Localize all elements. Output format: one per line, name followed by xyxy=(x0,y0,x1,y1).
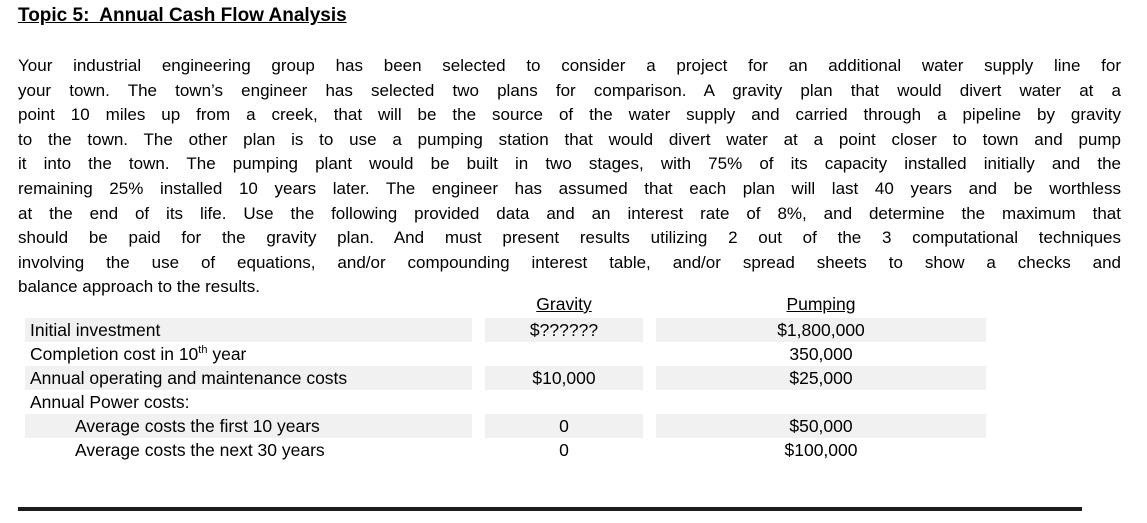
table-row-label: Completion cost in 10th year xyxy=(30,344,247,364)
table-cell-gravity xyxy=(485,390,643,414)
table-header-pumping: Pumping xyxy=(786,294,856,314)
table-row-label: Initial investment xyxy=(25,318,472,342)
paragraph-line: it into the town. The pumping plant would be built in two stages, with 75% of its capacity installed initially and the xyxy=(18,154,1121,174)
table-cell-pumping: $100,000 xyxy=(784,440,858,460)
paragraph-line: balance approach to the results. xyxy=(18,277,260,297)
cost-comparison-table xyxy=(25,290,986,462)
paragraph-line: involving the use of equations, and/or compounding interest table, and/or spread sheets to show a checks and xyxy=(18,252,1121,272)
table-cell-gravity xyxy=(485,342,643,366)
paragraph-line: remaining 25% installed 10 years later. The engineer has assumed that each plan will last 40 years and be worthless xyxy=(18,178,1121,198)
table-row-label: Average costs the next 30 years xyxy=(75,440,325,460)
page-title: Topic 5: Annual Cash Flow Analysis xyxy=(18,5,347,26)
table-cell-gravity: 0 xyxy=(559,440,569,460)
table-cell-pumping: 350,000 xyxy=(789,344,853,364)
table-row-label: Average costs the first 10 years xyxy=(25,414,472,438)
paragraph-line: point 10 miles up from a creek, that will be the source of the water supply and carried through a pipeline by gravity xyxy=(18,105,1121,125)
paragraph-line: your town. The town’s engineer has selected two plans for comparison. A gravity plan that would divert water at a xyxy=(18,80,1121,100)
table-header-gravity: Gravity xyxy=(536,294,592,314)
table-cell-pumping xyxy=(656,390,986,414)
table-row-label: Annual Power costs: xyxy=(30,392,190,412)
table-header-blank xyxy=(25,290,472,318)
superscript-th: th xyxy=(198,344,208,357)
paragraph-line: should be paid for the gravity plan. And must present results utilizing 2 out of the 3 computational techniques xyxy=(18,228,1121,248)
table-cell-gravity: $10,000 xyxy=(485,366,643,390)
table-cell-pumping: $25,000 xyxy=(656,366,986,390)
table-row-label: Annual operating and maintenance costs xyxy=(25,366,472,390)
paragraph-line: to the town. The other plan is to use a pumping station that would divert water at a point closer to town and pump xyxy=(18,129,1121,149)
bottom-divider xyxy=(18,507,1082,511)
table-cell-gravity: $?????? xyxy=(485,318,643,342)
paragraph-line: Your industrial engineering group has been selected to consider a project for an additional water supply line for xyxy=(18,56,1121,75)
paragraph-line: at the end of its life. Use the following provided data and an interest rate of 8%, and determine the maximum that xyxy=(18,203,1121,223)
problem-statement xyxy=(18,54,1121,300)
table-cell-gravity: 0 xyxy=(485,414,643,438)
table-cell-pumping: $50,000 xyxy=(656,414,986,438)
table-cell-pumping: $1,800,000 xyxy=(656,318,986,342)
